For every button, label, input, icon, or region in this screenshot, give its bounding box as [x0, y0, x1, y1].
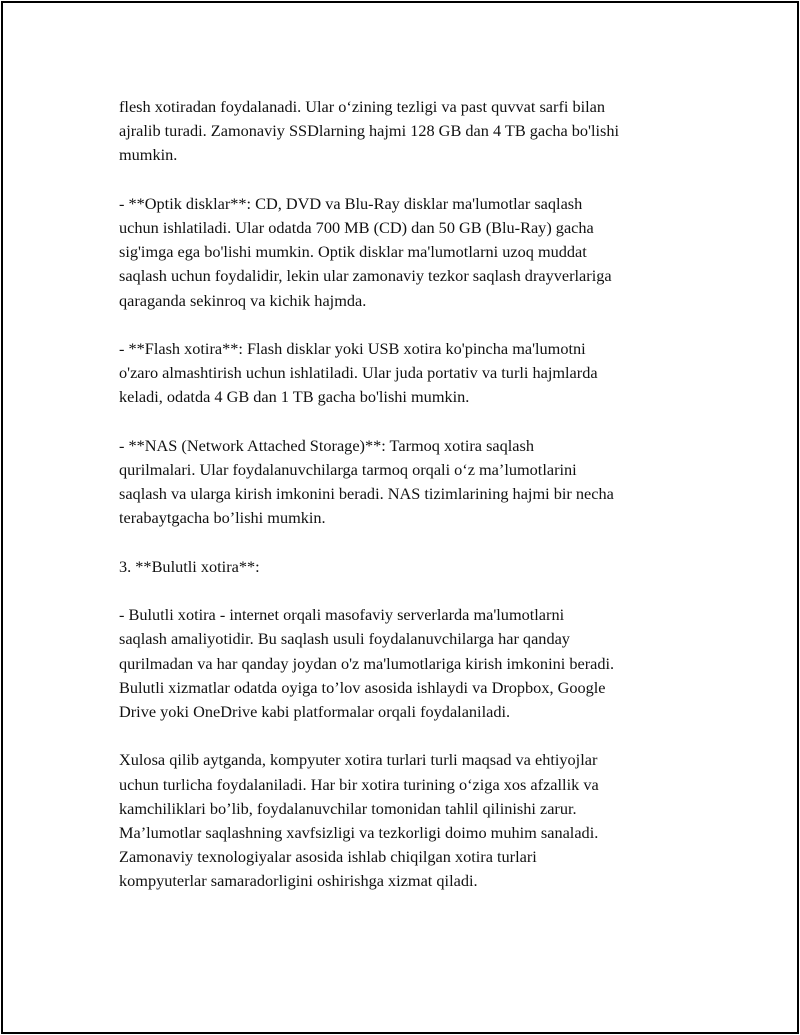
paragraph-optical-disks: - **Optik disklar**: CD, DVD va Blu-Ray disklar ma'lumotlar saqlash uchun ishlatiladi. Ular odatda 700 MB (CD) dan 50 GB (Blu-Ray) gacha sig'imga ega bo'lishi mumkin. Optik disklar ma'lumotlarni uzoq muddat saqlash uchun foydalidir, lekin ular zamonaviy tezkor saqlash drayverlariga qaraganda sekinroq va kichik hajmda. [119, 193, 612, 310]
paragraph-flash-memory: - **Flash xotira**: Flash disklar yoki USB xotira ko'pincha ma'lumotni o'zaro almashtirish uchun ishlatiladi. Ular juda portativ va turli hajmlarda keladi, odatda 4 GB dan 1 TB gacha bo'lishi mumkin. [119, 339, 598, 407]
paragraph-ssd-continuation: flesh xotiradan foydalanadi. Ular o‘zining tezligi va past quvvat sarfi bilan ajralib turadi. Zamonaviy SSDlarning hajmi 128 GB dan 4 TB gacha bo'lishi mumkin. [119, 97, 620, 165]
paragraph-conclusion: Xulosa qilib aytganda, kompyuter xotira turlari turli maqsad va ehtiyojlar uchun turlicha foydalaniladi. Har bir xotira turining o‘ziga xos afzallik va kamchiliklari bo’lib, foydalanuvchilar tomonidan tahlil qilinishi zarur. Ma’lumotlar saqlashning xavfsizligi va tezkorligi doimo muhim sanaladi. Zamonaviy texnologiyalar asosida ishlab chiqilgan xotira turlari kompyuterlar samaradorligini oshirishga xizmat qiladi. [119, 750, 599, 891]
heading-cloud-storage: 3. **Bulutli xotira**: [119, 556, 260, 576]
document-body [119, 95, 699, 894]
page-frame [1, 1, 799, 1034]
paragraph-nas: - **NAS (Network Attached Storage)**: Tarmoq xotira saqlash qurilmalari. Ular foydalanuvchilarga tarmoq orqali o‘z ma’lumotlarini saqlash va ularga kirish imkonini beradi. NAS tizimlarining hajmi bir necha terabaytgacha bo’lishi mumkin. [119, 435, 614, 528]
paragraph-cloud-storage: - Bulutli xotira - internet orqali masofaviy serverlarda ma'lumotlarni saqlash amaliyotidir. Bu saqlash usuli foydalanuvchilarga har qanday qurilmadan va har qanday joydan o'z ma'lumotlariga kirish imkonini beradi. Bulutli xizmatlar odatda oyiga to’lov asosida ishlaydi va Dropbox, Google Drive yoki OneDrive kabi platformalar orqali foydalaniladi. [119, 605, 615, 721]
